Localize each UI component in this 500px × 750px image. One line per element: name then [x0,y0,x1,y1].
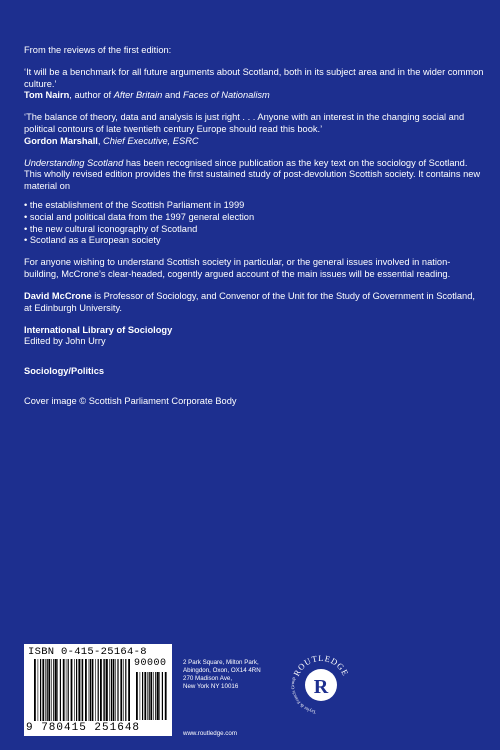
list-item: • Scotland as a European society [24,235,484,247]
ean-number: 9 780415 251648 [26,722,141,734]
review-attribution-1 [24,90,484,102]
summary: For anyone wishing to understand Scottish society in particular, or the general issues involved in nation-building, McCrone’s clear-headed, cogently argued account of the main issues will be essential reading. [24,257,451,279]
address-line: New York NY 10016 [183,683,239,691]
series-name: International Library of Sociology [24,324,173,335]
reviewer-role: Chief Executive, ESRC [103,135,199,146]
reviewer-role: , author of [69,90,114,101]
author-bio [24,291,484,314]
publisher-website: www.routledge.com [183,730,237,737]
barcode-main-bars [34,659,132,721]
list-item: • the new cultural iconography of Scotland [24,224,484,236]
category: Sociology/Politics [24,366,105,377]
routledge-logo [287,651,355,719]
book-title: After Britain [113,90,163,101]
reviewer-name: Gordon Marshall [24,135,98,146]
cover-credit: Cover image © Scottish Parliament Corporate Body [24,396,237,407]
bio-text: is Professor of Sociology, and Convenor of the Unit for the Study of Government in Scotland, at Edinburgh University. [24,291,475,313]
isbn-barcode [24,644,172,736]
series-editor: Edited by John Urry [24,336,106,347]
review-quote-1: ‘It will be a benchmark for all future arguments about Scotland, both in its subject area and in the wider common culture.’ [24,67,484,89]
address-line: 2 Park Square, Milton Park, [183,659,259,666]
address-line: Abingdon, Oxon, OX14 4RN [183,667,261,675]
new-material-list [24,200,484,246]
list-item: • the establishment of the Scottish Parliament in 1999 [24,200,484,212]
isbn-number: ISBN 0-415-25164-8 [28,646,147,658]
list-item: • social and political data from the 1997 general election [24,212,484,224]
address-line: 270 Madison Ave, [183,675,233,683]
barcode-addon-bars [136,672,168,720]
reviews-heading: From the reviews of the first edition: [24,45,172,55]
reviewer-name: Tom Nairn [24,90,70,101]
logo-wordmark: ROUTLEDGE [291,652,351,678]
logo-letter: R [313,676,329,698]
barcode-addon-digits: 90000 [134,658,167,669]
separator: , [97,135,104,146]
conjunction: and [162,90,183,101]
review-attribution-2 [24,136,484,148]
description-text: has been recognised since publication as the key text on the sociology of Scotland. This wholly revised edition provides the first sustained study of post-devolution Scottish society. It contains new material on [24,157,481,191]
author-name: David McCrone [24,291,92,301]
book-title: Faces of Nationalism [183,90,270,101]
back-cover-text [24,45,484,408]
book-title: Understanding Scotland [24,157,124,168]
publisher-address [183,659,261,691]
book-description [24,158,484,193]
review-quote-2: ‘The balance of theory, data and analysis is just right . . . Anyone with an interest in the changing social and political contours of late twentieth century Europe should read this book.’ [24,112,465,134]
logo-group: Taylor & Francis Group [290,676,317,715]
